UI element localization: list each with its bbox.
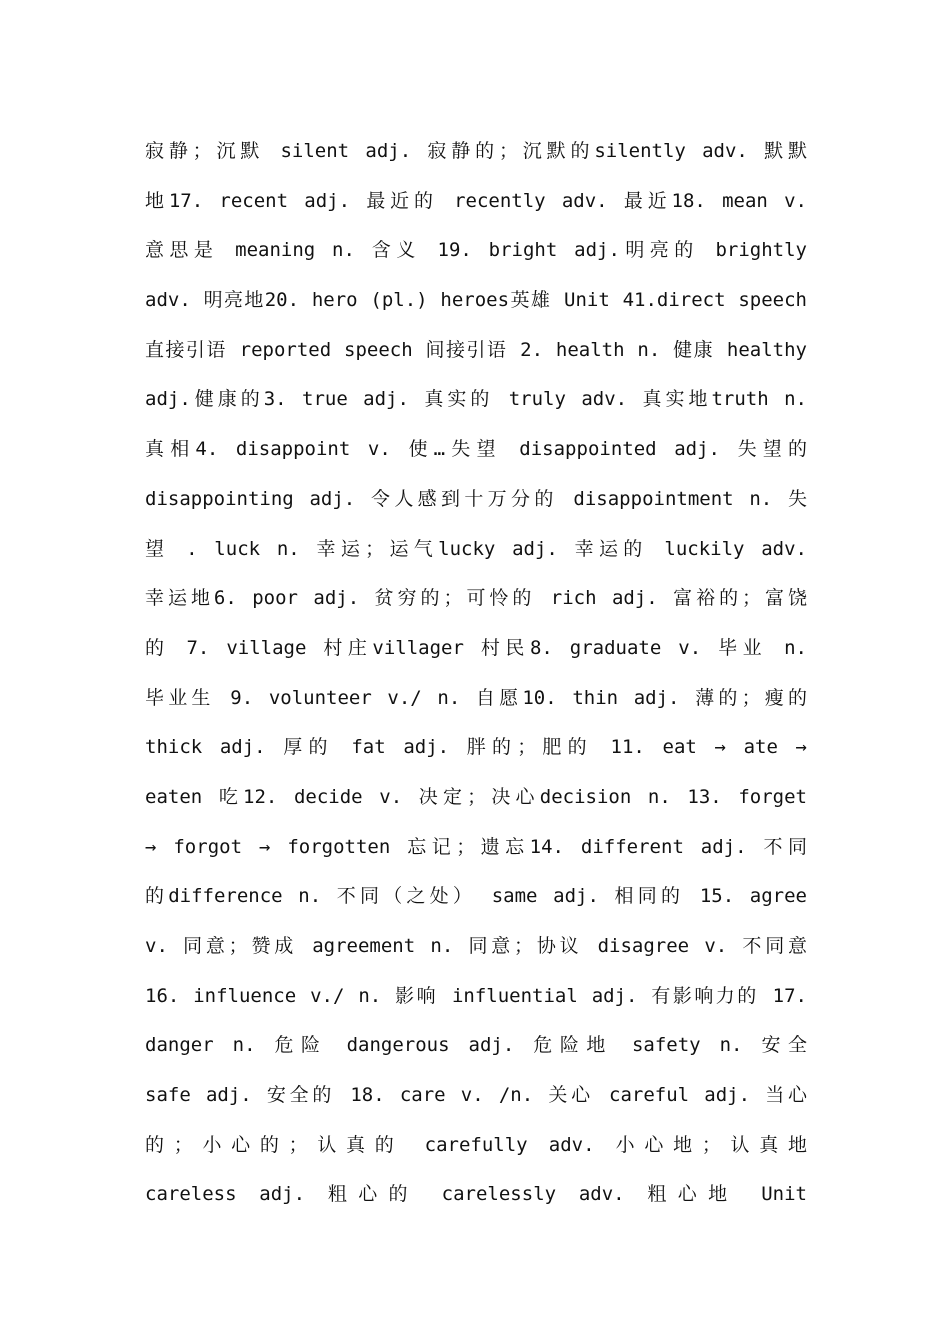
text-line: 幸运地6. poor adj. 贫穷的；可怜的 rich adj. 富裕的；富饶 bbox=[145, 587, 807, 610]
text-line: v. 同意；赞成 agreement n. 同意；协议 disagree v. 不同意 bbox=[145, 935, 807, 957]
text-line: 的；小心的；认真的 carefully adv. 小心地；认真地 bbox=[145, 1133, 807, 1156]
text-line: disappointing adj. 令人感到十万分的 disappointment n. 失 bbox=[145, 487, 807, 510]
vocabulary-text-block bbox=[145, 127, 807, 1220]
text-line: thick adj. 厚的 fat adj. 胖的；肥的 11. eat → ate → bbox=[145, 736, 807, 759]
text-line: eaten 吃12. decide v. 决定；决心decision n. 13. forget bbox=[145, 785, 807, 808]
text-line: careless adj. 粗心的 carelessly adv. 粗心地 Unit bbox=[145, 1183, 807, 1206]
text-line: safe adj. 安全的 18. care v. /n. 关心 careful adj. 当心 bbox=[145, 1084, 807, 1107]
text-line: 的difference n. 不同（之处） same adj. 相同的 15. agree bbox=[145, 885, 807, 908]
text-line: 寂静；沉默 silent adj. 寂静的；沉默的silently adv. 默默 bbox=[145, 140, 807, 162]
text-line: → forgot → forgotten 忘记；遗忘14. different adj. 不同 bbox=[145, 835, 807, 858]
text-line: danger n. 危险 dangerous adj. 危险地 safety n. 安全 bbox=[145, 1034, 807, 1057]
text-line: 真相4. disappoint v. 使…失望 disappointed adj. 失望的 bbox=[145, 438, 807, 461]
text-line: 毕业生 9. volunteer v./ n. 自愿10. thin adj. 薄的；瘦的 bbox=[145, 686, 807, 709]
text-line: adj.健康的3. true adj. 真实的 truly adv. 真实地truth n. bbox=[145, 388, 807, 411]
text-line: 的 7. village 村庄villager 村民8. graduate v. 毕业 n. bbox=[145, 636, 807, 659]
text-line: 16. influence v./ n. 影响 influential adj. 有影响力的 17. bbox=[145, 984, 807, 1007]
text-line: 望 . luck n. 幸运；运气lucky adj. 幸运的 luckily adv. bbox=[145, 537, 807, 560]
text-line: adv. 明亮地20. hero (pl.) heroes英雄 Unit 41.direct speech bbox=[145, 289, 807, 312]
text-line: 意思是 meaning n. 含义 19. bright adj.明亮的 brightly bbox=[145, 239, 807, 262]
text-line: 直接引语 reported speech 间接引语 2. health n. 健康 healthy bbox=[145, 338, 807, 361]
text-line: 地17. recent adj. 最近的 recently adv. 最近18. mean v. bbox=[145, 189, 807, 212]
